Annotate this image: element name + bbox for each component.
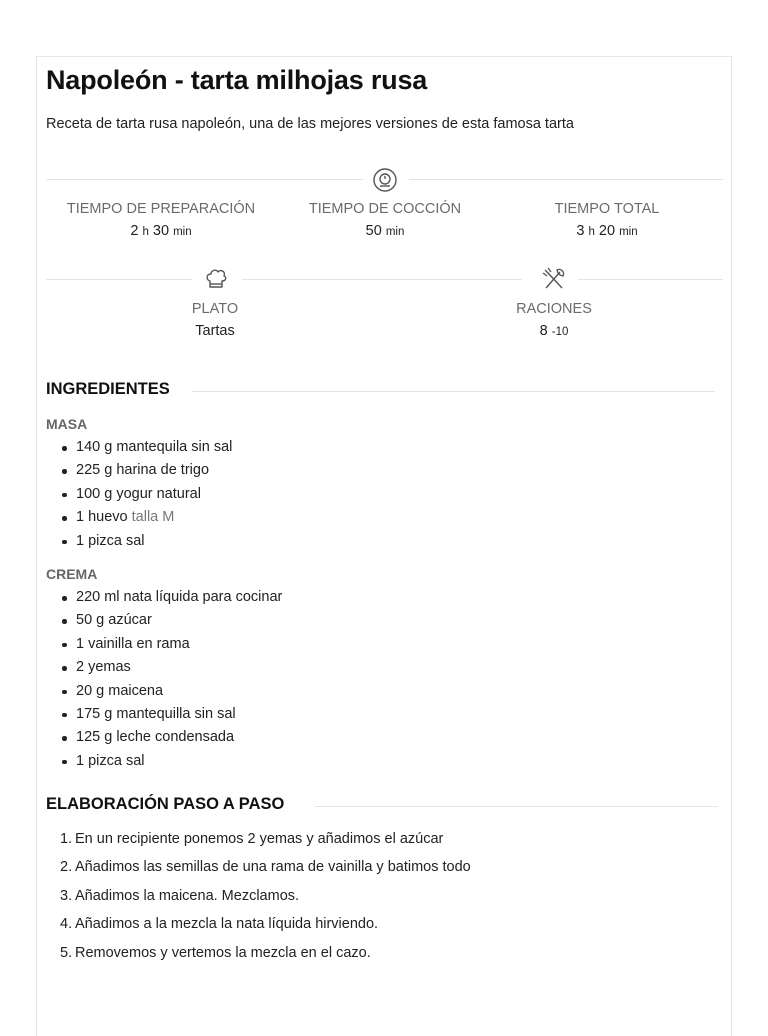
servings-number: 8 [539,323,548,339]
servings-value [439,323,669,339]
instruction-step: 4. Añadimos a la mezcla la nata líquida hirviendo. [60,916,379,933]
divider [315,806,718,807]
ingredient-group-title: CREMA [46,566,98,582]
ingredient-item: 1 pizca sal [46,750,282,773]
divider [242,279,522,280]
total-time-label: TIEMPO TOTAL [554,201,660,217]
servings [439,301,669,339]
prep-time [46,201,276,239]
ingredient-group-title: MASA [46,416,88,432]
instructions-header: ELABORACIÓN PASO A PASO [46,795,285,813]
course-value: Tartas [195,323,235,339]
recipe-title: Napoleón - tarta milhojas rusa [46,65,428,95]
utensils-icon [541,266,567,292]
instruction-list [46,825,471,967]
cook-minutes: 50 [365,223,382,239]
prep-minutes-unit: min [173,226,192,238]
prep-hours-unit: h [142,226,149,238]
ingredient-item: 225 g harina de trigo [46,459,232,482]
ingredient-item: 140 g mantequila sin sal [46,436,232,459]
timer-icon [372,167,398,193]
servings-suffix: -10 [551,326,569,338]
ingredient-list [46,436,232,553]
recipe-card [36,56,732,1036]
ingredient-item: 50 g azúcar [46,609,282,632]
ingredient-item: 100 g yogur natural [46,483,232,506]
ingredient-item: 125 g leche condensada [46,726,282,749]
ingredient-note: talla M [131,509,175,526]
instruction-step: 5. Removemos y vertemos la mezcla en el cazo. [60,944,371,961]
servings-label: RACIONES [516,301,592,317]
total-hours-unit: h [588,226,595,238]
instruction-step: 3. Añadimos la maicena. Mezclamos. [60,887,300,904]
ingredient-item: 175 g mantequilla sin sal [46,703,282,726]
total-hours: 3 [576,223,585,239]
prep-minutes: 30 [152,223,170,239]
recipe-summary: Receta de tarta rusa napoleón, una de las mejores versiones de esta famosa tarta [46,116,574,132]
total-minutes: 20 [598,223,616,239]
ingredient-list [46,586,282,773]
divider [46,279,192,280]
ingredient-item: 20 g maicena [46,680,282,703]
divider [46,179,363,180]
cook-time-value [270,223,500,239]
course [100,301,330,339]
cook-time [270,201,500,239]
cook-time-label: TIEMPO DE COCCIÓN [308,201,462,217]
divider [192,391,715,392]
instruction-step: 1. En un recipiente ponemos 2 yemas y añadimos el azúcar [60,831,444,847]
total-time [492,201,722,239]
ingredient-item: 1 vainilla en rama [46,633,282,656]
instruction-step: 2. Añadimos las semillas de una rama de vainilla y batimos todo [60,859,471,876]
divider [409,179,723,180]
prep-time-value [46,223,276,239]
total-time-value [492,223,722,239]
ingredient-item: 1 pizca sal [46,530,232,553]
prep-time-label: TIEMPO DE PREPARACIÓN [66,201,256,217]
ingredient-item: 220 ml nata líquida para cocinar [46,586,282,609]
ingredient-item: 2 yemas [46,656,282,679]
divider [578,279,723,280]
ingredients-header: INGREDIENTES [46,380,170,398]
cook-minutes-unit: min [385,226,405,238]
prep-hours: 2 [130,223,139,239]
chef-hat-icon [203,266,229,292]
total-minutes-unit: min [619,226,638,238]
ingredient-item: 1 huevo talla M [46,506,232,529]
course-label: PLATO [191,301,239,317]
